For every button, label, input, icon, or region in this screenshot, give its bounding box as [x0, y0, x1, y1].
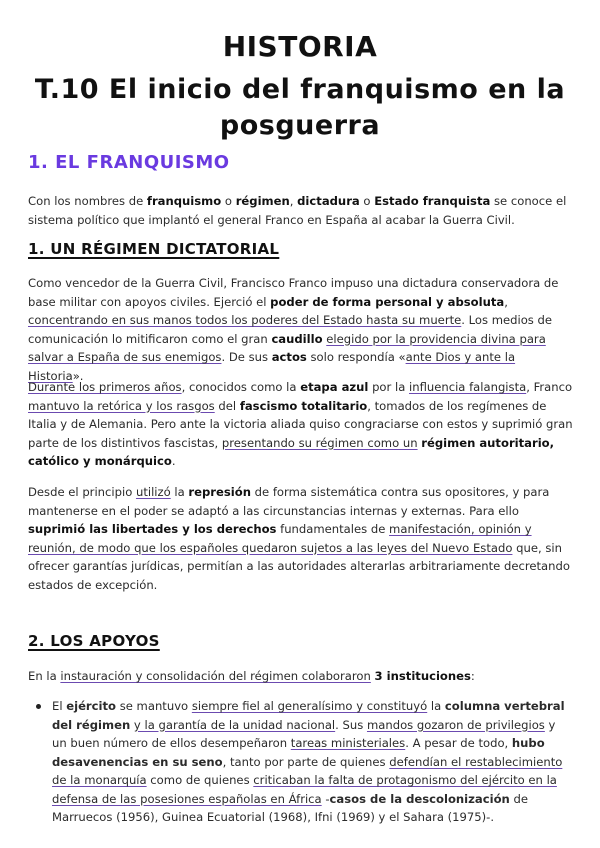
underlined-text: utilizó	[135, 485, 171, 499]
underlined-text: ante Dios y ante la Historia	[28, 350, 516, 383]
text-run: Desde el principio	[28, 485, 136, 499]
text-run: o	[359, 194, 375, 208]
bold-text: 3 instituciones	[374, 669, 471, 683]
institutions-list	[28, 697, 573, 827]
subheading-apoyos: 2. LOS APOYOS	[28, 632, 160, 650]
underlined-text: concentrando en sus manos todos los poderes del Estado hasta su muerte	[28, 313, 462, 327]
bold-text: fascismo totalitario	[239, 398, 368, 413]
bold-text: régimen	[235, 194, 290, 208]
text-run: .	[171, 454, 176, 468]
text-run: El	[52, 699, 67, 713]
text-run: :	[470, 669, 475, 683]
text-run: , tanto por parte de quienes	[222, 754, 390, 769]
underlined-text: elegido por la providencia divina para salvar a España de sus enemigos	[28, 331, 546, 364]
text-run: fundamentales de	[276, 522, 390, 536]
underlined-text: y la garantía de la unidad nacional	[133, 717, 336, 732]
bold-text: poder de forma personal y absoluta	[270, 294, 505, 309]
text-run: . De sus	[221, 350, 272, 364]
text-run: la	[427, 699, 445, 713]
subheading-regimen-dictatorial: 1. UN RÉGIMEN DICTATORIAL	[28, 240, 280, 258]
bold-text: hubo desavenencias en su seno	[52, 736, 545, 769]
text-run: la	[170, 485, 189, 499]
text-run: Como vencedor de la Guerra Civil, Francisco Franco impuso una dictadura conservadora de base militar con apoyos civiles. Ejerció el	[28, 276, 559, 309]
bold-text: represión	[188, 485, 251, 499]
text-run: ».	[72, 368, 84, 383]
text-run: como de quienes	[146, 773, 254, 787]
underlined-text: presentando su régimen como un	[221, 435, 418, 450]
text-run: y un buen número de ellos desempeñaron	[52, 717, 556, 750]
underlined-text: Durante los primeros años	[28, 380, 182, 394]
text-run: En la	[28, 669, 61, 683]
text-run: . Sus	[335, 717, 367, 732]
text-run: se mantuvo	[116, 699, 192, 713]
text-run: solo respondía «	[306, 350, 406, 364]
bold-text: casos de la descolonización	[329, 791, 510, 806]
bullet-icon	[36, 704, 41, 709]
underlined-text: siempre fiel al generalísimo y constituyó	[191, 699, 428, 713]
underlined-text: mantuvo la retórica y los rasgos	[28, 398, 215, 413]
section-heading-franquismo: 1. EL FRANQUISMO	[28, 152, 230, 173]
text-run: de Marruecos (1956), Guinea Ecuatorial (1968), Ifni (1969) y el Sahara (1975)-.	[52, 791, 528, 824]
underlined-text: defendían el restablecimiento de la monarquía	[52, 754, 563, 787]
bold-text: actos	[271, 350, 307, 364]
document-subtitle: T.10 El inicio del franquismo en la posguerra	[34, 74, 566, 141]
paragraph-apoyos-intro	[28, 667, 573, 686]
text-run: de forma sistemática contra sus opositores, y para mantenerse en el poder se adaptó a las circunstancias internas y externas. Para ello	[28, 485, 550, 518]
underlined-text: instauración y consolidación del régimen colaboraron	[60, 669, 371, 683]
text-run: por la	[368, 380, 409, 394]
bold-text: Estado franquista	[374, 194, 491, 208]
underlined-text: tareas ministeriales	[290, 736, 406, 750]
underlined-text: mandos gozaron de privilegios	[366, 717, 545, 732]
bold-text: ejército	[66, 699, 117, 713]
paragraph-regimen-2	[28, 378, 573, 471]
paragraph-regimen-1	[28, 274, 573, 385]
document-title: HISTORIA	[222, 30, 378, 63]
text-run: ,	[504, 294, 508, 309]
text-run: del	[214, 398, 240, 413]
text-run: que, sin ofrecer garantías jurídicas, permitían a las autoridades alterarlas arbitrariamente decretando estados de excepción.	[28, 540, 570, 592]
underlined-text: criticaban la falta de protagonismo del ejército en la defensa de las posesiones españolas en África	[52, 773, 557, 806]
list-item-text	[52, 699, 565, 824]
text-run: . Los medios de comunicación lo mitificaron como el gran	[28, 313, 553, 346]
paragraph-regimen-3	[28, 483, 573, 594]
text-run: Con los nombres de	[28, 194, 147, 208]
text-run: , tomados de los regímenes de Italia y de Alemania. Pero ante la victoria aliada quiso congraciarse con estos y suprimió gran parte de los distintivos fascistas,	[28, 398, 573, 450]
bold-text: suprimió las libertades y los derechos	[28, 522, 277, 536]
list-item	[28, 697, 573, 827]
bold-text: columna vertebral del régimen	[52, 699, 565, 732]
bold-text: caudillo	[271, 331, 323, 346]
underlined-text: influencia falangista	[409, 380, 527, 394]
bold-text: régimen autoritario, católico y monárquico	[28, 435, 555, 468]
bold-text: etapa azul	[300, 380, 369, 394]
bold-text: franquismo	[146, 194, 222, 208]
text-run: se conoce el sistema político que implantó el general Franco en España al acabar la Guerra Civil.	[28, 194, 567, 227]
text-run: ,	[289, 194, 298, 208]
bold-text: dictadura	[297, 194, 360, 208]
text-run: , conocidos como la	[181, 380, 301, 394]
text-run: o	[221, 194, 236, 208]
underlined-text: manifestación, opinión y reunión, de modo que los españoles quedaron sujetos a las leyes del Nuevo Estado	[28, 522, 532, 555]
text-run: . A pesar de todo,	[405, 736, 512, 750]
text-run: -	[321, 791, 330, 806]
text-run: , Franco	[526, 380, 573, 394]
section-intro-paragraph	[28, 192, 573, 229]
